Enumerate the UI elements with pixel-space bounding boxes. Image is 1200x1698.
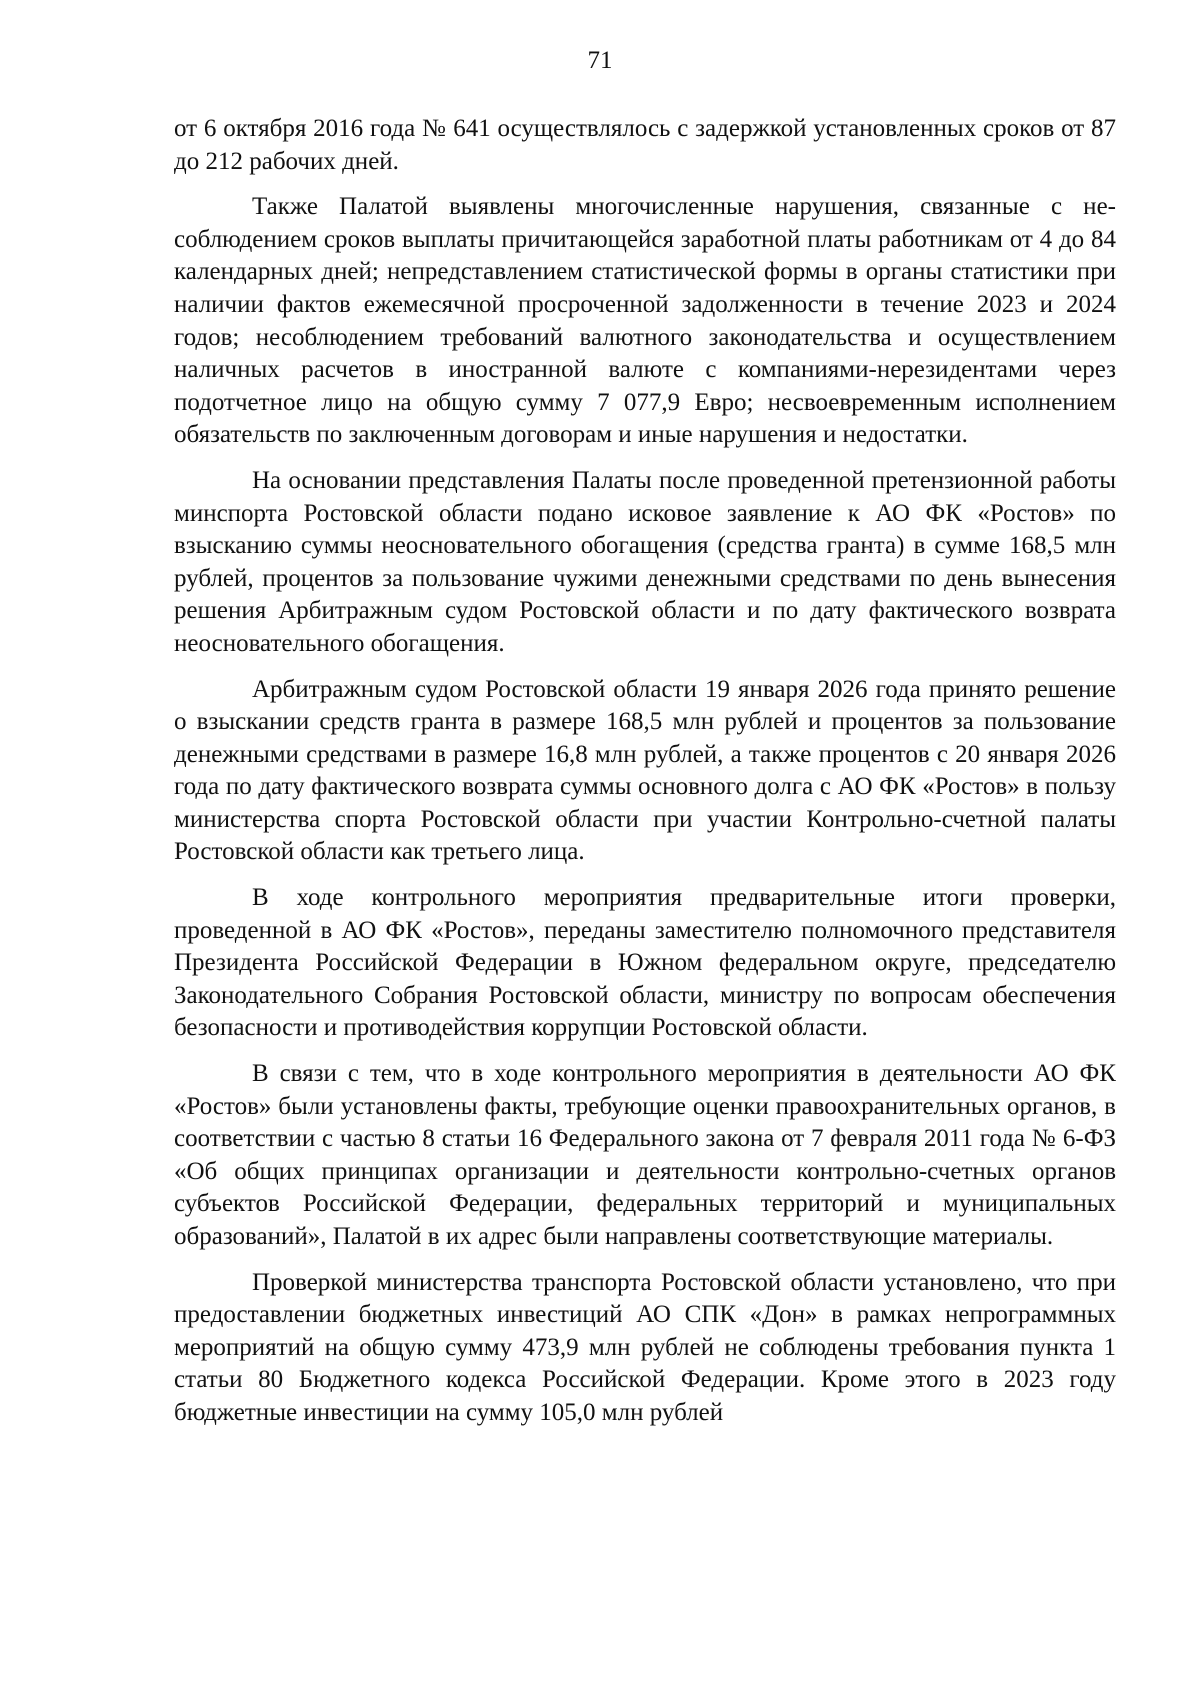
paragraph-court-decision: Арбитражным судом Ростовской области 19 января 2026 года принято решение о взыскании средств гранта в размере 168,5 млн рублей и процентов за пользование денежными средствами в размере 16,8 млн рублей, а также процентов с 20 января 2026 года по дату фактического возврата суммы основного долга с АО ФК «Ростов» в пользу министерства спорта Ростовской области при участии Контрольно-счетной палаты Ростовской области как третьего лица. [174, 675, 1116, 866]
paragraph-claim: На основании представления Палаты после проведенной претензионной работы минспорта Ростовской области подано исковое заявление к АО ФК «Ростов» по взысканию суммы неосновательного обогащения (средства гранта) в сумме 168,5 млн рублей, процентов за пользование чужими денежными средствами по день вынесения решения Арбитражным судом Ростовской области и по дату фактического возврата неосновательного обогащения. [174, 466, 1116, 657]
paragraph-preliminary-results: В ходе контрольного мероприятия предварительные итоги проверки, проведенной в АО ФК «Ростов», переданы заместителю полномочного представителя Президента Российской Федерации в Южном федеральном округе, председателю Законодательного Собрания Ростовской области, министру по вопросам обеспечения безопасности и противодействия коррупции Ростовской области. [174, 884, 1116, 1042]
page-number: 71 [587, 47, 613, 74]
paragraph-transport-ministry: Проверкой министерства транспорта Ростовской области установлено, что при предоставлении бюджетных инвестиций АО СПК «Дон» в рамках непрограммных мероприятий на общую сумму 473,9 млн рублей не соблюдены требования пункта 1 статьи 80 Бюджетного кодекса Российской Федерации. Кроме этого в 2023 году бюджетные инвестиции на сумму 105,0 млн рублей [174, 1268, 1116, 1426]
paragraph-violations: Также Палатой выявлены многочисленные нарушения, связанные с несоблюдением сроков выплаты причитающейся заработной платы работникам от 4 до 84 календарных дней; непредставлением статистической формы в органы статистики при наличии фактов ежемесячной просроченной задолженности в течение 2023 и 2024 годов; несоблюдением требований валютного законодательства и осуществлением наличных расчетов в иностранной валюте с компаниями-нерезидентами через подотчетное лицо на общую сумму 7 077,9 Евро; несвоевременным исполнением обязательств по заключенным договорам и иные нарушения и недостатки. [174, 193, 1116, 449]
document-body [174, 113, 1116, 1443]
paragraph-continuation: от 6 октября 2016 года № 641 осуществлялось с задержкой установленных сроков от 87 до 212 рабочих дней. [174, 115, 1116, 175]
paragraph-materials-sent: В связи с тем, что в ходе контрольного мероприятия в деятельности АО ФК «Ростов» были установлены факты, требующие оценки правоохранительных органов, в соответствии с частью 8 статьи 16 Федерального закона от 7 февраля 2011 года № 6-ФЗ «Об общих принципах организации и деятельности контрольно-счетных органов субъектов Российской Федерации, федеральных территорий и муниципальных образований», Палатой в их адрес были направлены соответствующие материалы. [174, 1060, 1116, 1250]
